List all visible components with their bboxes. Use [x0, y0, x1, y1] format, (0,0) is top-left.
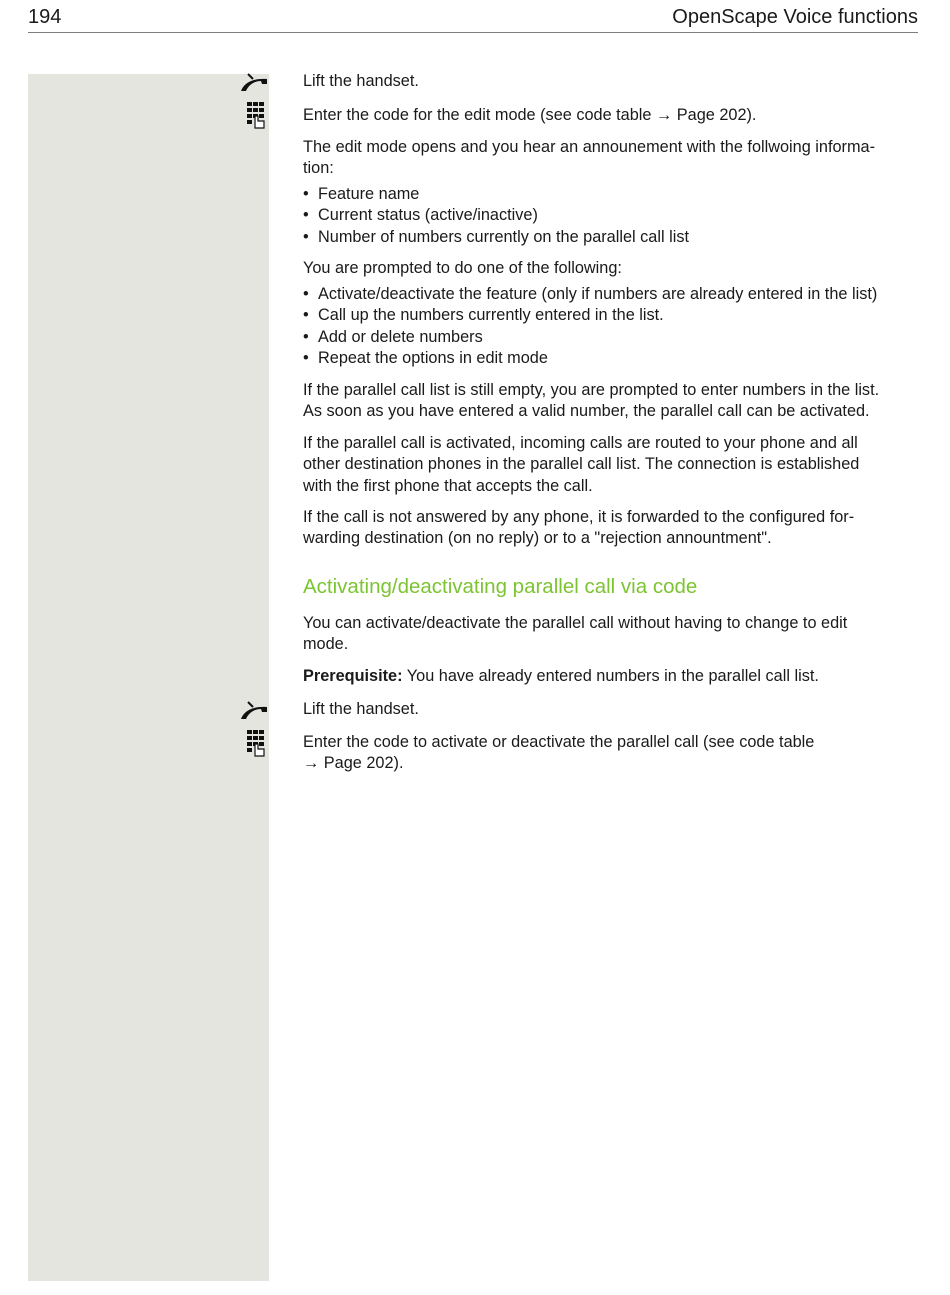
step-lift-handset: Lift the handset. — [303, 72, 419, 90]
text-line: The edit mode opens and you hear an announement with the follwoing informa- — [303, 138, 876, 156]
list-item: • Feature name — [303, 184, 921, 205]
not-answered-paragraph — [303, 507, 921, 550]
text-line: If the parallel call list is still empty, you are prompted to enter numbers in the list. — [303, 381, 880, 399]
text-line: Enter the code to activate or deactivate the parallel call (see code table — [303, 733, 815, 751]
section-heading: Activating/deactivating parallel call via code — [303, 575, 698, 598]
list-item: • Number of numbers currently on the parallel call list — [303, 227, 921, 248]
via-code-paragraph — [303, 613, 921, 656]
handset-lift-icon — [238, 70, 270, 96]
text-line: You can activate/deactivate the parallel call without having to change to edit — [303, 614, 848, 632]
list-item: • Add or delete numbers — [303, 327, 921, 348]
list-item: • Current status (active/inactive) — [303, 205, 921, 226]
text-line: mode. — [303, 635, 349, 654]
prerequisite-paragraph — [303, 666, 921, 687]
text-line: warding destination (on no reply) or to a "rejection annountment". — [303, 529, 772, 548]
prerequisite-text: You have already entered numbers in the parallel call list. — [402, 667, 819, 685]
empty-list-paragraph — [303, 380, 921, 423]
text-line: other destination phones in the parallel call list. The connection is established — [303, 455, 860, 474]
handset-lift-icon — [238, 698, 270, 724]
step-lift-handset-2: Lift the handset. — [303, 700, 419, 718]
info-list — [303, 184, 921, 248]
list-item: • Activate/deactivate the feature (only if numbers are already entered in the list) — [303, 284, 921, 305]
text-line: If the parallel call is activated, incoming calls are routed to your phone and all — [303, 434, 858, 452]
margin-sidebar — [28, 74, 269, 1281]
list-item: • Repeat the options in edit mode — [303, 348, 921, 369]
header-title: OpenScape Voice functions — [672, 6, 918, 28]
edit-mode-paragraph — [303, 137, 921, 180]
page-header — [28, 0, 918, 33]
prerequisite-label: Prerequisite: — [303, 667, 403, 685]
step-enter-edit-code: Enter the code for the edit mode (see code table → Page 202). — [303, 106, 757, 124]
page-number: 194 — [28, 6, 62, 28]
options-list — [303, 284, 921, 370]
text-line: tion: — [303, 159, 334, 178]
step-enter-activation-code — [303, 732, 921, 775]
prompted-paragraph: You are prompted to do one of the following: — [303, 259, 622, 277]
activated-paragraph — [303, 433, 921, 497]
text-line: As soon as you have entered a valid number, the parallel call can be activated. — [303, 402, 870, 421]
keypad-icon — [238, 728, 270, 760]
text-line: with the first phone that accepts the call. — [303, 476, 593, 495]
list-item: • Call up the numbers currently entered in the list. — [303, 305, 921, 326]
text-line: → Page 202). — [303, 754, 404, 773]
keypad-icon — [238, 100, 270, 132]
text-line: If the call is not answered by any phone, it is forwarded to the configured for- — [303, 508, 855, 526]
